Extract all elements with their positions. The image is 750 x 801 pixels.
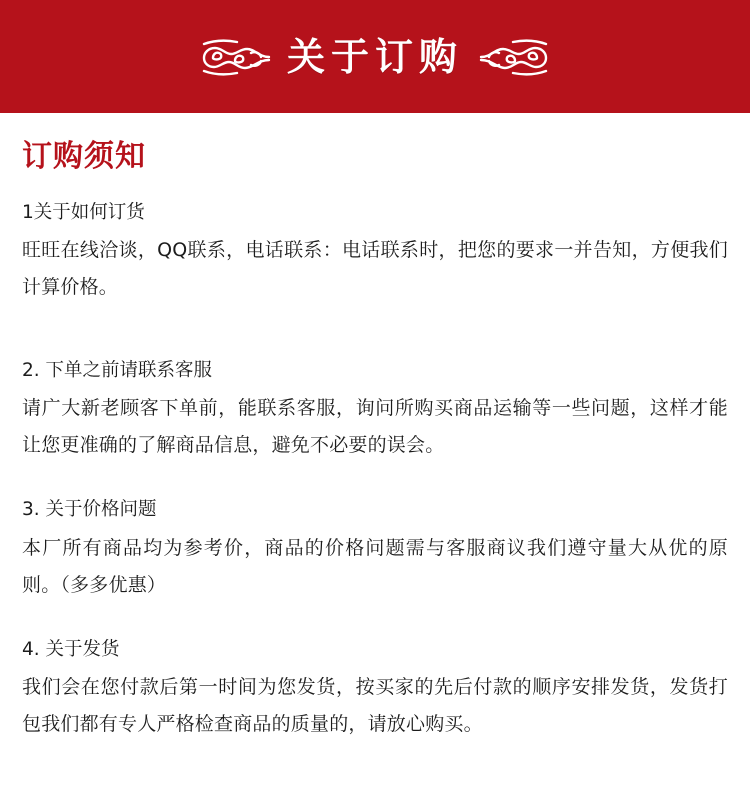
cloud-scroll-icon — [199, 35, 273, 79]
info-block-shipping — [22, 634, 728, 744]
banner — [0, 0, 750, 113]
info-block-body: 请广大新老顾客下单前，能联系客服，询问所购买商品运输等一些问题，这样才能让您更准确的了解商品信息，避免不必要的误会。 — [22, 396, 728, 457]
page-title: 订购须知 — [22, 139, 146, 174]
info-block-title: 1关于如何订货 — [22, 202, 145, 223]
info-block-title: 2. 下单之前请联系客服 — [22, 359, 213, 381]
info-block-body: 本厂所有商品均为参考价，商品的价格问题需与客服商议我们遵守量大从优的原则。（多多优惠） — [22, 536, 728, 596]
info-block-how-to-order — [22, 197, 728, 307]
banner-title: 关于订购 — [286, 34, 463, 79]
info-block-contact-service — [22, 355, 728, 465]
info-block-title: 4. 关于发货 — [22, 638, 120, 660]
info-block-title: 3. 关于价格问题 — [22, 499, 157, 521]
banner-inner — [0, 0, 750, 113]
content-area — [0, 113, 750, 743]
info-block-price — [22, 494, 728, 604]
cloud-scroll-icon — [477, 35, 551, 79]
info-block-body: 旺旺在线洽谈，QQ联系，电话联系：电话联系时，把您的要求一并告知，方便我们计算价格。 — [22, 239, 728, 299]
info-block-body: 我们会在您付款后第一时间为您发货，按买家的先后付款的顺序安排发货，发货打包我们都有专人严格检查商品的质量的，请放心购买。 — [22, 676, 728, 736]
